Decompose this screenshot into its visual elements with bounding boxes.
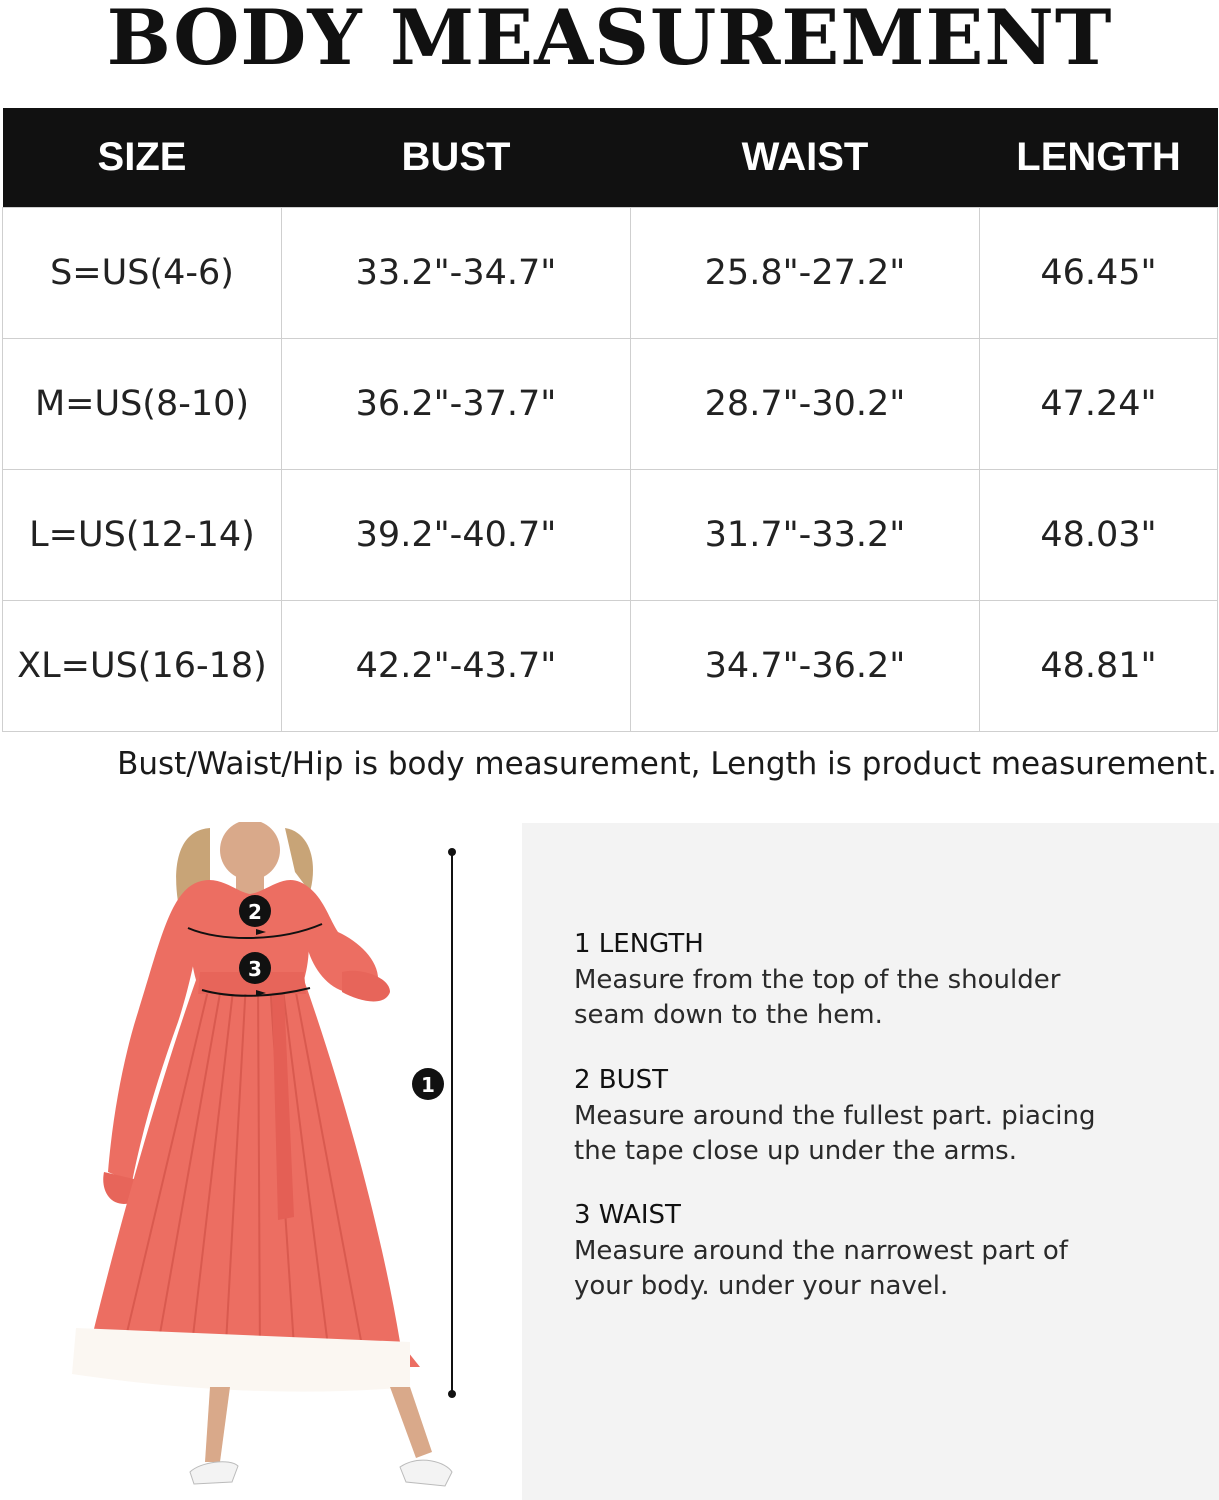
size-chart-table <box>2 108 1218 732</box>
neck-shape <box>236 870 264 894</box>
model-figure <box>60 822 480 1500</box>
waist-cell: 25.8"-27.2" <box>631 208 980 339</box>
bust-cell: 36.2"-37.7" <box>282 339 631 470</box>
guide-bust-line-2: the tape close up under the arms. <box>574 1136 1017 1166</box>
length-cell: 48.03" <box>980 470 1218 601</box>
guide-bust-text <box>574 1099 1174 1169</box>
right-shoe <box>400 1460 452 1486</box>
dress-illustration <box>60 822 480 1500</box>
length-cell: 46.45" <box>980 208 1218 339</box>
table-row <box>3 601 1218 732</box>
marker-2-label: 2 <box>248 900 262 924</box>
waist-cell: 31.7"-33.2" <box>631 470 980 601</box>
marker-1 <box>412 1068 444 1100</box>
waist-cell: 28.7"-30.2" <box>631 339 980 470</box>
right-cuff <box>342 971 390 1002</box>
table-row <box>3 208 1218 339</box>
guide-waist-heading: 3 WAIST <box>574 1200 681 1230</box>
measuring-guide-panel <box>522 823 1219 1500</box>
page-title: BODY MEASUREMENT <box>106 0 1113 82</box>
header-bust: BUST <box>282 108 631 208</box>
measurement-note: Bust/Waist/Hip is body measurement, Length is product measurement. <box>117 746 1217 782</box>
table-row <box>3 339 1218 470</box>
left-shoe <box>190 1462 238 1484</box>
guide-waist-text <box>574 1234 1174 1304</box>
left-leg <box>205 1387 230 1462</box>
guide-length-text <box>574 963 1174 1033</box>
size-cell: S=US(4-6) <box>3 208 282 339</box>
waist-cell: 34.7"-36.2" <box>631 601 980 732</box>
guide-length <box>574 927 1174 1033</box>
right-leg <box>390 1387 432 1458</box>
length-cell: 47.24" <box>980 339 1218 470</box>
table-header-row <box>3 108 1218 208</box>
marker-1-label: 1 <box>421 1073 435 1097</box>
table-row <box>3 470 1218 601</box>
bust-cell: 42.2"-43.7" <box>282 601 631 732</box>
bust-cell: 33.2"-34.7" <box>282 208 631 339</box>
header-size: SIZE <box>3 108 282 208</box>
size-cell: M=US(8-10) <box>3 339 282 470</box>
length-cell: 48.81" <box>980 601 1218 732</box>
marker-2 <box>239 895 271 927</box>
size-cell: XL=US(16-18) <box>3 601 282 732</box>
length-bottom-dot <box>448 1390 456 1398</box>
marker-3-label: 3 <box>248 957 262 981</box>
guide-bust-heading: 2 BUST <box>574 1065 669 1095</box>
guide-waist <box>574 1198 1174 1304</box>
guide-waist-line-2: your body. under your navel. <box>574 1271 949 1301</box>
header-length: LENGTH <box>980 108 1218 208</box>
size-cell: L=US(12-14) <box>3 470 282 601</box>
guide-length-line-1: Measure from the top of the shoulder <box>574 965 1061 995</box>
guide-bust-line-1: Measure around the fullest part. piacing <box>574 1101 1096 1131</box>
guide-length-heading: 1 LENGTH <box>574 929 704 959</box>
bust-cell: 39.2"-40.7" <box>282 470 631 601</box>
guide-length-line-2: seam down to the hem. <box>574 1000 883 1030</box>
header-waist: WAIST <box>631 108 980 208</box>
marker-3 <box>239 952 271 984</box>
length-top-dot <box>448 848 456 856</box>
guide-bust <box>574 1063 1174 1169</box>
guide-waist-line-1: Measure around the narrowest part of <box>574 1236 1068 1266</box>
